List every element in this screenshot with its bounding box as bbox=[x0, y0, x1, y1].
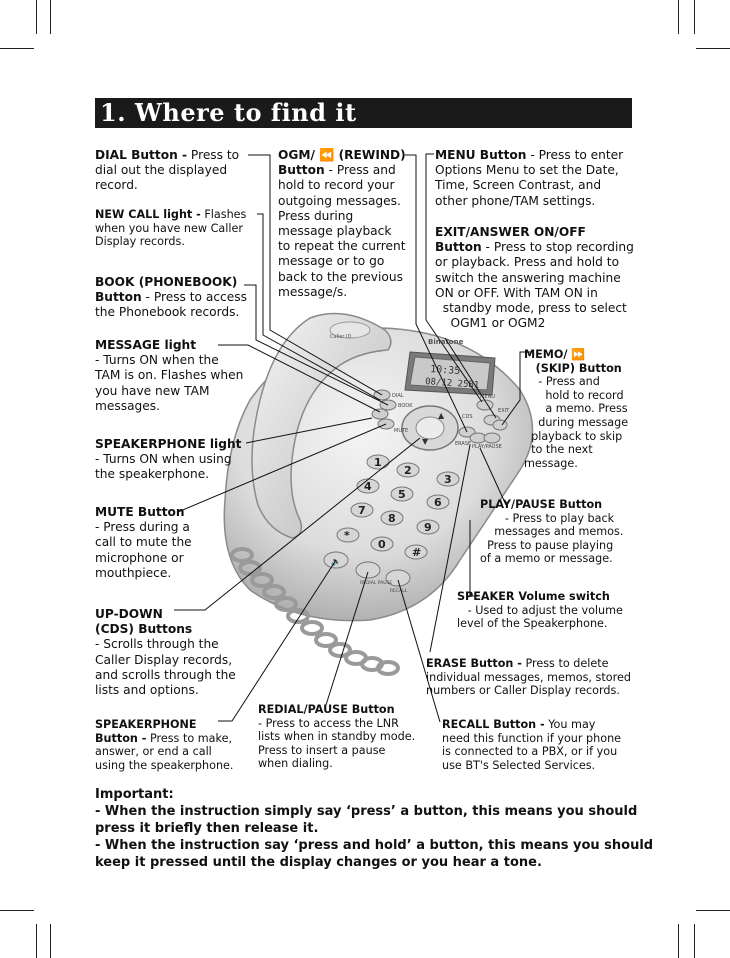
annotation-text: lists and options. bbox=[95, 683, 199, 698]
annotation-bold-text: MUTE Button bbox=[95, 505, 185, 519]
annotation-line bbox=[435, 316, 634, 331]
annotation-text: call to mute the bbox=[95, 535, 192, 550]
annotation-bold-text: REDIAL/PAUSE Button bbox=[258, 703, 395, 716]
annotation-line bbox=[95, 668, 236, 683]
annotation-line bbox=[524, 389, 628, 403]
important-note bbox=[95, 786, 653, 871]
annotation-line bbox=[435, 194, 623, 209]
annotation-line bbox=[442, 745, 621, 759]
annotation-text: numbers or Caller Display records. bbox=[426, 684, 620, 698]
annotation-line bbox=[95, 718, 234, 732]
annotation-line bbox=[95, 520, 192, 535]
annotation-line bbox=[95, 535, 192, 550]
annotation-text: dial out the displayed bbox=[95, 163, 228, 178]
erase-button-annotation bbox=[426, 657, 631, 698]
annotation-bold-text: UP-DOWN bbox=[95, 607, 163, 621]
annotation-text: is connected to a PBX, or if you bbox=[442, 745, 618, 759]
annotation-line bbox=[95, 148, 239, 163]
annotation-line bbox=[435, 163, 623, 178]
annotation-text: Press to delete bbox=[521, 657, 609, 670]
annotation-line bbox=[95, 208, 246, 222]
annotation-text: message/s. bbox=[278, 284, 348, 299]
annotation-text: when dialing. bbox=[258, 757, 333, 771]
annotation-bold-text: ERASE Button - bbox=[426, 657, 522, 670]
annotation-line bbox=[524, 362, 628, 376]
annotation-line bbox=[258, 703, 415, 717]
annotation-text: you have new TAM bbox=[95, 383, 210, 398]
annotation-text: message. bbox=[524, 456, 578, 470]
speaker-volume-switch-annotation bbox=[457, 590, 623, 631]
annotation-line bbox=[524, 416, 628, 430]
annotation-line bbox=[95, 399, 243, 414]
redial-button-label: REDIAL PAUSE bbox=[360, 581, 393, 586]
annotation-line bbox=[95, 467, 241, 482]
annotation-bold-text: EXIT/ANSWER ON/OFF bbox=[435, 225, 586, 239]
brand-label: Caller ID bbox=[330, 334, 352, 340]
annotation-bold-text: RECALL Button - bbox=[442, 718, 545, 731]
recall-button-annotation bbox=[442, 718, 621, 772]
annotation-line bbox=[95, 353, 243, 368]
up-arrow-icon: ▲ bbox=[438, 411, 445, 420]
annotation-line bbox=[524, 443, 628, 457]
annotation-text: level of the Speakerphone. bbox=[457, 617, 608, 631]
page-title: 1. Where to find it bbox=[100, 98, 357, 127]
key-8: 8 bbox=[388, 512, 396, 525]
annotation-text: - Press to enter bbox=[526, 148, 624, 162]
annotation-bold-text: Button bbox=[95, 290, 142, 305]
annotation-text: messages and memos. bbox=[480, 525, 624, 539]
annotation-text: message or to go bbox=[278, 254, 385, 269]
new-call-light-annotation bbox=[95, 208, 246, 249]
annotation-line bbox=[95, 437, 241, 452]
annotation-line bbox=[95, 637, 236, 652]
annotation-line bbox=[524, 457, 628, 471]
play-button-label: PLAY/PAUSE bbox=[472, 444, 502, 450]
annotation-text: Press to insert a pause bbox=[258, 743, 386, 757]
annotation-text: answer, or end a call bbox=[95, 745, 212, 759]
mute-button-annotation bbox=[95, 505, 192, 581]
important-line: keep it pressed until the display changes or you hear a tone. bbox=[95, 855, 542, 870]
annotation-text: mouthpiece. bbox=[95, 565, 172, 580]
annotation-text: hold to record your bbox=[278, 178, 395, 193]
annotation-text: record. bbox=[95, 178, 138, 193]
book-button-annotation bbox=[95, 275, 247, 321]
key-4: 4 bbox=[364, 480, 372, 493]
annotation-bold-text: PLAY/PAUSE Button bbox=[480, 498, 603, 511]
annotation-text: Press to pause playing bbox=[480, 538, 614, 552]
annotation-line bbox=[258, 717, 415, 731]
annotation-line bbox=[95, 338, 243, 353]
annotation-line bbox=[95, 235, 246, 249]
annotation-text: - Press and bbox=[524, 375, 600, 389]
annotation-line bbox=[435, 301, 634, 316]
annotation-line bbox=[95, 178, 239, 193]
annotation-line bbox=[278, 254, 406, 269]
annotation-line bbox=[435, 286, 634, 301]
annotation-text: the speakerphone. bbox=[95, 467, 210, 482]
annotation-line bbox=[95, 745, 234, 759]
annotation-text: the Phonebook records. bbox=[95, 305, 240, 320]
annotation-line bbox=[426, 684, 631, 698]
annotation-line bbox=[426, 671, 631, 685]
display-line-1: 10:35 bbox=[429, 364, 461, 378]
annotation-line bbox=[95, 653, 236, 668]
annotation-line bbox=[95, 290, 247, 305]
annotation-line bbox=[95, 384, 243, 399]
annotation-line bbox=[278, 178, 406, 193]
annotation-text: individual messages, memos, stored bbox=[426, 670, 631, 684]
annotation-bold-text: DIAL Button - bbox=[95, 148, 188, 162]
annotation-line bbox=[457, 617, 623, 631]
mute-button-label: MUTE bbox=[394, 428, 409, 434]
annotation-bold-text: Button bbox=[278, 163, 325, 178]
annotation-line bbox=[480, 539, 623, 553]
annotation-line bbox=[95, 551, 192, 566]
annotation-text: message playback bbox=[278, 224, 392, 239]
key-9: 9 bbox=[424, 521, 432, 534]
annotation-line bbox=[524, 402, 628, 416]
annotation-text: You may bbox=[544, 718, 596, 731]
annotation-bold-text: SPEAKER Volume switch bbox=[457, 590, 610, 603]
message-light-annotation bbox=[95, 338, 243, 414]
annotation-line bbox=[95, 163, 239, 178]
annotation-bold-text: (CDS) Buttons bbox=[95, 622, 193, 637]
annotation-text: outgoing messages. bbox=[278, 193, 401, 208]
dial-button-label: DIAL bbox=[392, 393, 404, 399]
annotation-text: or playback. Press and hold to bbox=[435, 255, 620, 270]
annotation-text: using the speakerphone. bbox=[95, 758, 234, 772]
annotation-text: Press during bbox=[278, 208, 354, 223]
annotation-text: - Turns ON when using bbox=[95, 452, 232, 467]
annotation-line bbox=[442, 759, 621, 773]
annotation-bold-text: Button - bbox=[95, 731, 147, 745]
annotation-text: Options Menu to set the Date, bbox=[435, 163, 619, 178]
annotation-text: to repeat the current bbox=[278, 239, 406, 254]
annotation-line bbox=[435, 178, 623, 193]
key-1: 1 bbox=[374, 456, 382, 469]
annotation-text: playback to skip bbox=[524, 429, 623, 443]
annotation-bold-text: (SKIP) Button bbox=[524, 361, 622, 375]
down-arrow-icon: ▼ bbox=[422, 437, 429, 446]
annotation-text: microphone or bbox=[95, 550, 184, 565]
annotation-text: - Press during a bbox=[95, 520, 190, 535]
annotation-line bbox=[95, 683, 236, 698]
annotation-line bbox=[524, 375, 628, 389]
annotation-line bbox=[258, 757, 415, 771]
annotation-line bbox=[457, 604, 623, 618]
annotation-text: lists when in standby mode. bbox=[258, 730, 416, 744]
speakerphone-light-annotation bbox=[95, 437, 241, 483]
annotation-text: hold to record bbox=[524, 388, 624, 402]
annotation-text: a memo. Press bbox=[524, 402, 628, 416]
annotation-text: - Press to play back bbox=[480, 511, 615, 525]
exit-answer-button-annotation bbox=[435, 225, 634, 331]
annotation-line bbox=[95, 452, 241, 467]
annotation-text: use BT's Selected Services. bbox=[442, 758, 596, 772]
annotation-line bbox=[278, 194, 406, 209]
annotation-text: - Scrolls through the bbox=[95, 637, 219, 652]
annotation-line bbox=[435, 148, 623, 163]
annotation-line bbox=[435, 240, 634, 255]
cds-button-label: CDS bbox=[462, 414, 473, 420]
annotation-text: Time, Screen Contrast, and bbox=[435, 178, 602, 193]
annotation-bold-text: SPEAKERPHONE light bbox=[95, 437, 242, 451]
annotation-text: - Press to access bbox=[141, 290, 247, 305]
annotation-bold-text: SPEAKERPHONE bbox=[95, 718, 197, 731]
annotation-line bbox=[95, 275, 247, 290]
ogm-rewind-button-annotation bbox=[278, 148, 406, 300]
annotation-line bbox=[95, 222, 246, 236]
annotation-text: need this function if your phone bbox=[442, 731, 622, 745]
annotation-line bbox=[435, 255, 634, 270]
annotation-line bbox=[95, 607, 236, 622]
dial-button-annotation bbox=[95, 148, 239, 194]
memo-skip-button-annotation bbox=[524, 348, 628, 470]
key-5: 5 bbox=[398, 488, 406, 501]
key-hash: # bbox=[412, 546, 422, 559]
annotation-text: - Press to access the LNR bbox=[258, 716, 399, 730]
annotation-line bbox=[278, 209, 406, 224]
annotation-text: OGM1 or OGM2 bbox=[435, 316, 546, 331]
annotation-text: standby mode, press to select bbox=[435, 301, 627, 316]
annotation-bold-text: MENU Button bbox=[435, 148, 527, 162]
book-button-label: BOOK bbox=[398, 403, 413, 409]
annotation-text: - Press to stop recording bbox=[481, 240, 634, 255]
menu-button-annotation bbox=[435, 148, 623, 209]
annotation-text: Press to make, bbox=[146, 731, 233, 745]
annotation-text: ON or OFF. With TAM ON in bbox=[435, 285, 598, 300]
annotation-line bbox=[278, 270, 406, 285]
annotation-line bbox=[95, 505, 192, 520]
annotation-line bbox=[278, 224, 406, 239]
key-6: 6 bbox=[434, 496, 442, 509]
annotation-text: other phone/TAM settings. bbox=[435, 193, 596, 208]
important-heading: Important: bbox=[95, 787, 174, 802]
important-line: - When the instruction say ‘press and hold’ a button, this means you should bbox=[95, 838, 654, 853]
annotation-text: Press to bbox=[187, 148, 240, 162]
annotation-line bbox=[95, 732, 234, 746]
annotation-line bbox=[442, 732, 621, 746]
speakerphone-button-annotation bbox=[95, 718, 234, 772]
annotation-line bbox=[278, 148, 406, 163]
annotation-line bbox=[95, 566, 192, 581]
annotation-line bbox=[95, 305, 247, 320]
annotation-text: - Used to adjust the volume bbox=[457, 603, 623, 617]
annotation-text: when you have new Caller bbox=[95, 221, 243, 235]
menu-button-label: MENU bbox=[480, 394, 495, 400]
annotation-line bbox=[258, 730, 415, 744]
annotation-text: and scrolls through the bbox=[95, 667, 236, 682]
exit-button-label: EXIT bbox=[498, 408, 510, 414]
redial-pause-button-annotation bbox=[258, 703, 415, 771]
key-star: * bbox=[344, 529, 350, 542]
annotation-line bbox=[480, 552, 623, 566]
annotation-line bbox=[278, 163, 406, 178]
annotation-bold-text: NEW CALL light - bbox=[95, 208, 201, 221]
annotation-line bbox=[435, 225, 634, 240]
recall-button-label: RECALL bbox=[390, 589, 408, 594]
annotation-bold-text: Button bbox=[435, 240, 482, 255]
annotation-line bbox=[278, 239, 406, 254]
key-3: 3 bbox=[444, 473, 452, 486]
annotation-line bbox=[457, 590, 623, 604]
annotation-line bbox=[524, 348, 628, 362]
annotation-line bbox=[95, 368, 243, 383]
annotation-text: Flashes bbox=[200, 208, 247, 221]
erase-button-label: ERASE bbox=[455, 441, 472, 447]
up-down-buttons-annotation bbox=[95, 607, 236, 698]
display-line-2: 08/12 25B1 bbox=[424, 377, 480, 391]
annotation-text: Caller Display records, bbox=[95, 652, 233, 667]
annotation-line bbox=[442, 718, 621, 732]
annotation-text: back to the previous bbox=[278, 269, 403, 284]
annotation-text: TAM is on. Flashes when bbox=[95, 368, 244, 383]
key-7: 7 bbox=[358, 504, 366, 517]
annotation-line bbox=[426, 657, 631, 671]
annotation-line bbox=[435, 271, 634, 286]
key-0: 0 bbox=[378, 538, 386, 551]
play-pause-button-annotation bbox=[480, 498, 623, 566]
annotation-text: to the next bbox=[524, 443, 593, 457]
annotation-text: - Press and bbox=[324, 163, 396, 178]
annotation-line bbox=[95, 759, 234, 773]
annotation-line bbox=[278, 285, 406, 300]
annotation-line bbox=[480, 512, 623, 526]
annotation-line bbox=[480, 498, 623, 512]
annotation-text: of a memo or message. bbox=[480, 552, 613, 566]
annotation-text: - Turns ON when the bbox=[95, 353, 219, 368]
annotation-line bbox=[524, 430, 628, 444]
annotation-text: Display records. bbox=[95, 235, 185, 249]
important-line: - When the instruction simply say ‘press’ a button, this means you should bbox=[95, 804, 638, 819]
annotation-bold-text: OGM/ ⏪ (REWIND) bbox=[278, 148, 406, 162]
speaker-icon: 🔈 bbox=[331, 557, 341, 566]
annotation-line bbox=[258, 744, 415, 758]
annotation-line bbox=[480, 525, 623, 539]
annotation-bold-text: MEMO/ ⏩ bbox=[524, 348, 586, 361]
annotation-text: switch the answering machine bbox=[435, 270, 621, 285]
important-line: press it briefly then release it. bbox=[95, 821, 319, 836]
annotation-text: during message bbox=[524, 415, 629, 429]
annotation-bold-text: MESSAGE light bbox=[95, 338, 197, 352]
annotation-text: messages. bbox=[95, 398, 160, 413]
key-2: 2 bbox=[404, 464, 412, 477]
annotation-line bbox=[95, 622, 236, 637]
maker-logo: Binatone bbox=[428, 338, 464, 346]
annotation-bold-text: BOOK (PHONEBOOK) bbox=[95, 275, 238, 289]
